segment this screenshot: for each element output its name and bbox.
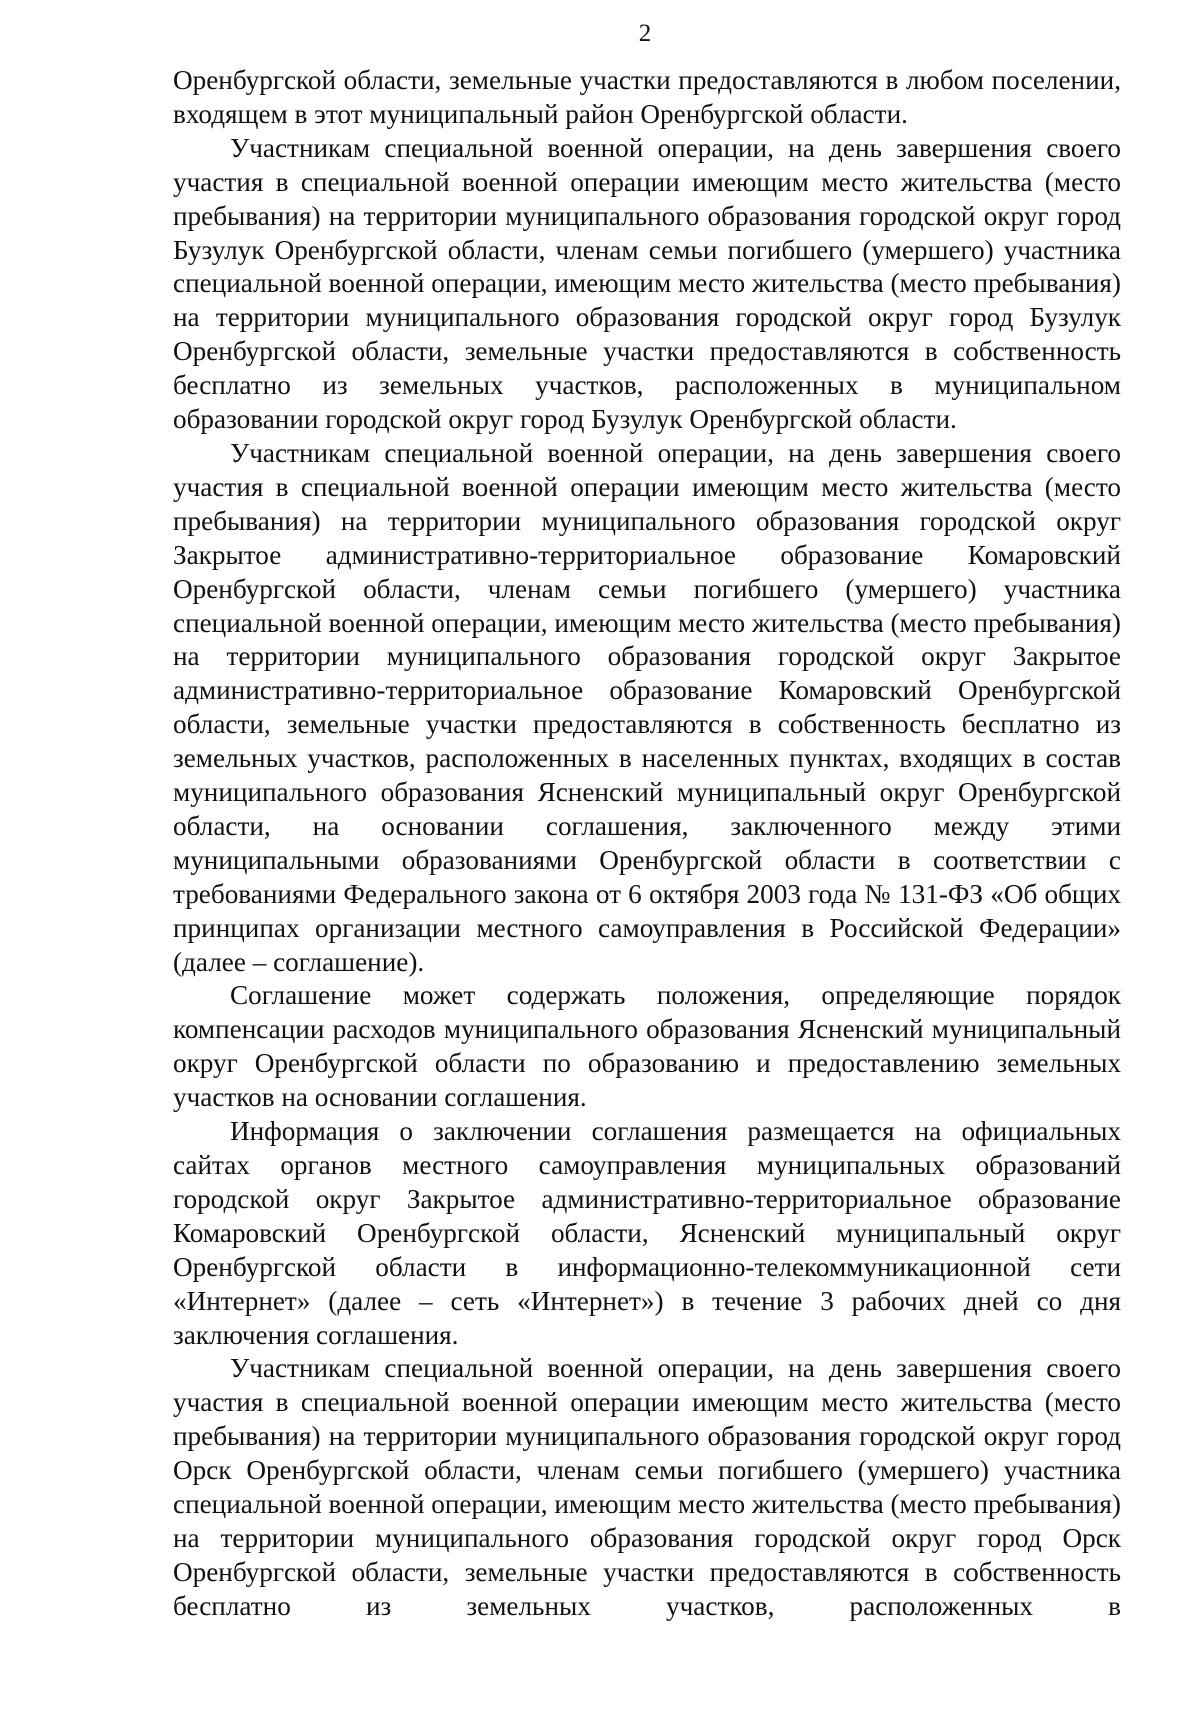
paragraph-orsk: Участникам специальной военной операции, на день завершения своего участия в специальной военной операции имеющим место жительства (место пребывания) на территории муниципального образования городской округ город Орск Оренбургской области, членам семьи погибшего (умершего) участника специальной военной операции, имеющим место жительства (место пребывания) на территории муниципального образования городской округ город Орск Оренбургской области, земельные участки предоставляются в собственность бесплатно из земельных участков, расположенных в [173,1353,1121,1621]
paragraph-continuation: Оренбургской области, земельные участки предоставляются в любом поселении, входящем в этот муниципальный район Оренбургской области. [173,65,1121,129]
paragraph-buzuluk: Участникам специальной военной операции, на день завершения своего участия в специальной военной операции имеющим место жительства (место пребывания) на территории муниципального образования городской округ город Бузулук Оренбургской области, членам семьи погибшего (умершего) участника специальной военной операции, имеющим место жительства (место пребывания) на территории муниципального образования городской округ город Бузулук Оренбургской области, земельные участки предоставляются в собственность бесплатно из земельных участков, расположенных в муниципальном образовании городской округ город Бузулук Оренбургской области. [173,132,1121,435]
paragraph-komarovsky: Участникам специальной военной операции, на день завершения своего участия в специальной военной операции имеющим место жительства (место пребывания) на территории муниципального образования городской округ Закрытое административно-территориальное образование Комаровский Оренбургской области, членам семьи погибшего (умершего) участника специальной военной операции, имеющим место жительства (место пребывания) на территории муниципального образования городской округ Закрытое административно-территориальное образование Комаровский Оренбургской области, земельные участки предоставляются в собственность бесплатно из земельных участков, расположенных в населенных пунктах, входящих в состав муниципального образования Ясненский муниципальный округ Оренбургской области, на основании соглашения, заключенного между этими муниципальными образованиями Оренбургской области в соответствии с требованиями Федерального закона от 6 октября 2003 года № 131-ФЗ «Об общих принципах организации местного самоуправления в Российской Федерации» (далее – соглашение). [173,437,1121,977]
document-body [173,64,1121,1624]
page-number: 2 [638,20,652,47]
paragraph-agreement-compensation: Соглашение может содержать положения, определяющие порядок компенсации расходов муниципального образования Ясненский муниципальный округ Оренбургской области по образованию и предоставлению земельных участков на основании соглашения. [173,980,1121,1113]
paragraph-agreement-information: Информация о заключении соглашения размещается на официальных сайтах органов местного самоуправления муниципальных образований городской округ Закрытое административно-территориальное образование Комаровский Оренбургской области, Ясненский муниципальный округ Оренбургской области в информационно-телекоммуникационной сети «Интернет» (далее – сеть «Интернет») в течение 3 рабочих дней со дня заключения соглашения. [173,1116,1121,1350]
